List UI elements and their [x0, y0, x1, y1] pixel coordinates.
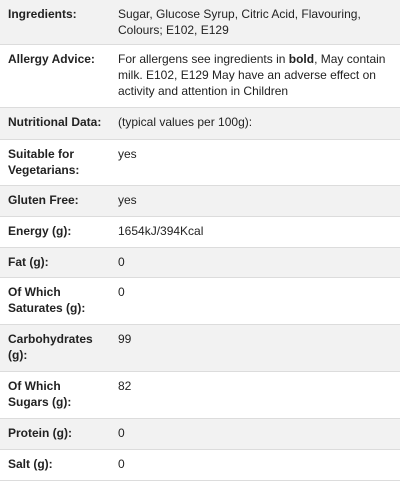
of-which-saturates-value: 0	[110, 278, 400, 325]
row-protein	[0, 419, 400, 450]
ingredients-value: Sugar, Glucose Syrup, Citric Acid, Flavouring, Colours; E102, E129	[110, 0, 400, 45]
nutritional-data-label: Nutritional Data:	[0, 108, 110, 140]
ingredients-label: Ingredients:	[0, 0, 110, 45]
gluten-free-value: yes	[110, 186, 400, 217]
row-salt	[0, 450, 400, 481]
row-fat	[0, 248, 400, 278]
suitable-for-vegetarians-label: Suitable for Vegetarians:	[0, 140, 110, 186]
allergy-advice-text-start: For allergens see ingredients in	[118, 52, 289, 66]
row-carbohydrates	[0, 325, 400, 372]
carbohydrates-value: 99	[110, 325, 400, 372]
allergy-advice-bold-word: bold	[288, 52, 315, 66]
row-allergy-advice	[0, 45, 400, 108]
carbohydrates-label: Carbohydrates (g):	[0, 325, 110, 372]
energy-value: 1654kJ/394Kcal	[110, 217, 400, 248]
row-energy	[0, 217, 400, 248]
row-suitable-for-vegetarians	[0, 140, 400, 186]
row-of-which-sugars	[0, 372, 400, 419]
allergy-advice-text-end: , May contain milk. E102, E129 May have an adverse effect on activity and attention in Children	[118, 52, 386, 98]
allergy-advice-label: Allergy Advice:	[0, 45, 110, 108]
row-ingredients	[0, 0, 400, 45]
gluten-free-label: Gluten Free:	[0, 186, 110, 217]
fat-label: Fat (g):	[0, 248, 110, 278]
row-of-which-saturates	[0, 278, 400, 325]
allergy-advice-value	[110, 45, 400, 108]
salt-value: 0	[110, 450, 400, 481]
energy-label: Energy (g):	[0, 217, 110, 248]
of-which-sugars-label: Of Which Sugars (g):	[0, 372, 110, 419]
of-which-sugars-value: 82	[110, 372, 400, 419]
of-which-saturates-label: Of Which Saturates (g):	[0, 278, 110, 325]
suitable-for-vegetarians-value: yes	[110, 140, 400, 186]
salt-label: Salt (g):	[0, 450, 110, 481]
protein-label: Protein (g):	[0, 419, 110, 450]
row-nutritional-data	[0, 108, 400, 140]
row-gluten-free	[0, 186, 400, 217]
protein-value: 0	[110, 419, 400, 450]
fat-value: 0	[110, 248, 400, 278]
nutritional-data-value: (typical values per 100g):	[110, 108, 400, 140]
